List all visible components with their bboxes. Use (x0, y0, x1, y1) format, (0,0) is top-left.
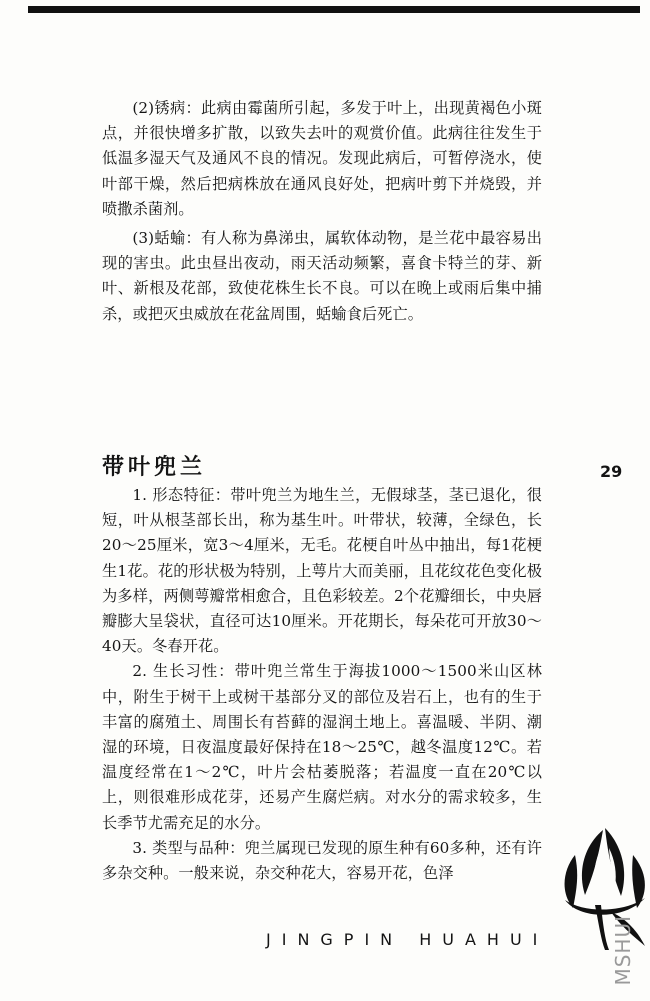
section-diseases (102, 96, 542, 327)
section-heading: 带叶兜兰 (102, 455, 207, 480)
paragraph-rust-disease: (2)锈病：此病由霉菌所引起，多发于叶上，出现黄褐色小斑点，并很快增多扩散，以致失去叶的观赏价值。此病往往发生于低温多湿天气及通风不良的情况。发现此病后，可暂停浇水，使叶部干燥，然后把病株放在通风良好处，把病叶剪下并烧毁，并喷撒杀菌剂。 (102, 99, 542, 218)
paragraph-varieties: 3. 类型与品种：兜兰属现已发现的原生种有60多种，还有许多杂交种。一般来说，杂交种花大，容易开花，色泽 (102, 838, 542, 883)
page-number: 29 (600, 462, 623, 481)
top-rule (28, 6, 640, 13)
lotus-flower-icon (555, 800, 650, 950)
paragraph-morphology: 1. 形态特征：带叶兜兰为地生兰，无假球茎，茎已退化，很短，叶从根茎部长出，称为基生叶。叶带状，较薄，全绿色，长20～25厘米，宽3～4厘米，无毛。花梗自叶丛中抽出，每1花梗生1花。花的形状极为特别，上萼片大而美丽，且花纹花色变化极为多样，两侧萼瓣常相愈合，且色彩较差。2个花瓣细长，中央唇瓣膨大呈袋状，直径可达10厘米。开花期长，每朵花可开放30～40天。冬春开花。 (102, 486, 542, 656)
footer-series-title: JINGPIN HUAHUI (266, 930, 549, 949)
section-description (102, 483, 542, 886)
watermark: MSHUI (611, 915, 635, 986)
paragraph-habit: 2. 生长习性：带叶兜兰常生于海拔1000～1500米山区林中，附生于树干上或树干基部分叉的部位及岩石上，也有的生于丰富的腐殖土、周围长有苔藓的湿润土地上。喜温暖、半阴、潮湿的环境，日夜温度最好保持在18～25℃，越冬温度12℃。若温度经常在1～2℃，叶片会枯萎脱落；若温度一直在20℃以上，则很难形成花芽，还易产生腐烂病。对水分的需求较多，生长季节尤需充足的水分。 (102, 662, 542, 832)
paragraph-slug: (3)蛞蝓：有人称为鼻涕虫，属软体动物，是兰花中最容易出现的害虫。此虫昼出夜动，雨天活动频繁，喜食卡特兰的芽、新叶、新根及花部，致使花株生长不良。可以在晚上或雨后集中捕杀，或把灭虫威放在花盆周围，蛞蝓食后死亡。 (102, 229, 542, 323)
